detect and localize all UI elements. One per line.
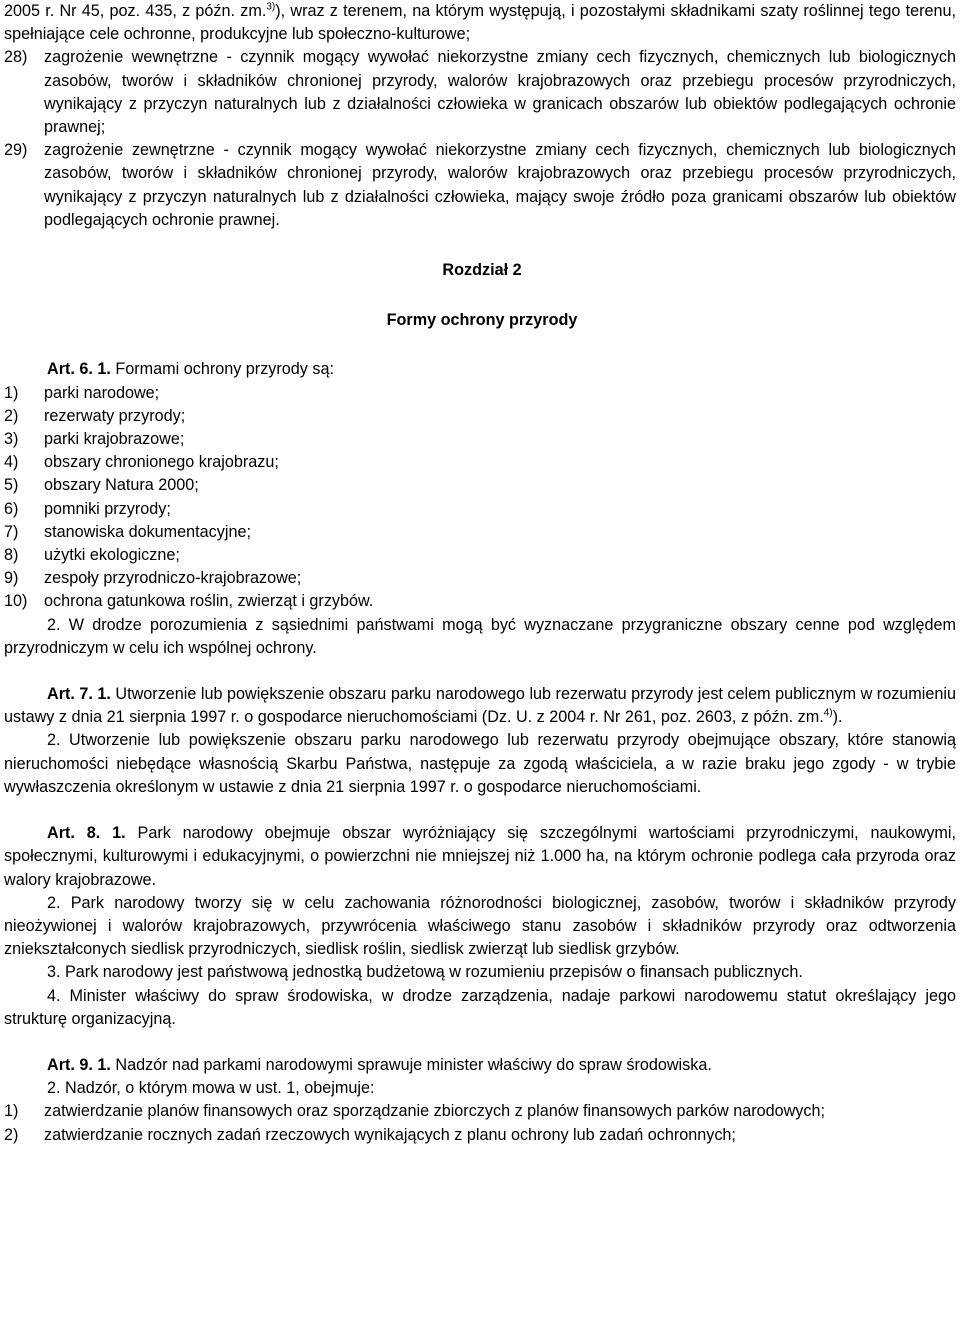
item-text: zespoły przyrodniczo-krajobrazowe; [44, 569, 302, 588]
item-text: stanowiska dokumentacyjne; [44, 522, 251, 541]
footnote-ref: 4) [823, 707, 833, 719]
item-text: zatwierdzanie rocznych zadań rzeczowych wynikających z planu ochrony lub zadań ochronnych; [44, 1125, 736, 1144]
definition-item [4, 46, 956, 139]
item-number: 7) [4, 522, 19, 541]
list-item [4, 382, 956, 405]
article-8-paragraph-2: 2. Park narodowy tworzy się w celu zachowania różnorodności biologicznej, zasobów, tworów i składników przyrody nieożywionej i walorów krajobrazowych, przywrócenia właściwego stanu zasobów i składników przyrody oraz odtworzenia zniekształconych siedlisk przyrodniczych, siedlisk roślin, siedlisk zwierząt lub siedlisk grzybów. [4, 893, 956, 959]
chapter-title: Rozdział 2 [442, 261, 522, 280]
list-item [4, 405, 956, 428]
item-text: obszary Natura 2000; [44, 476, 199, 495]
item-number: 1) [4, 383, 19, 402]
list-item [4, 428, 956, 451]
list-item [4, 544, 956, 567]
article-label: Art. 7. 1. [47, 685, 111, 704]
definition-item [4, 139, 956, 232]
article-8-paragraph-1 [4, 822, 956, 892]
text-run: ), wraz z terenem, na którym występują, i pozostałymi składnikami szaty roślinnej tego terenu, spełniające cele ochronne, produkcyjne lub społeczno-kulturowe; [4, 2, 956, 44]
text-run: Utworzenie lub powiększenie obszaru parku narodowego lub rezerwatu przyrody jest celem publicznym w rozumieniu ustawy z dnia 21 sierpnia 1997 r. o gospodarce nieruchomościami (Dz. U. z 2004 r. Nr 261, poz. 2603, z późn. zm. [4, 685, 956, 727]
article-7-paragraph-1 [4, 683, 956, 729]
item-number: 2) [4, 406, 19, 425]
item-number: 4) [4, 453, 19, 472]
text-run: ). [832, 708, 843, 727]
article-label: Art. 9. 1. [47, 1055, 111, 1074]
article-9-paragraph-1 [4, 1054, 956, 1077]
item-number: 5) [4, 476, 19, 495]
text-run: Park narodowy obejmuje obszar wyróżniający się szczególnymi wartościami przyrodniczymi, naukowymi, społecznymi, kulturowymi i edukacyjnymi, o powierzchni nie mniejszej niż 1.000 ha, na którym ochronie podlega cała przyroda oraz walory krajobrazowe. [4, 824, 957, 889]
item-number: 8) [4, 546, 19, 565]
article-8-paragraph-4: 4. Minister właściwy do spraw środowiska, w drodze zarządzenia, nadaje parkowi narodowemu statut określający jego strukturę organizacyjną. [4, 986, 956, 1028]
list-item [4, 451, 956, 474]
item-text: użytki ekologiczne; [44, 546, 180, 565]
item-number: 3) [4, 430, 19, 449]
list-item [4, 567, 956, 590]
article-6-paragraph-2: 2. W drodze porozumienia z sąsiednimi państwami mogą być wyznaczane przygraniczne obszary cenne pod względem przyrodniczym w celu ich wspólnej ochrony. [4, 615, 956, 657]
list-item [4, 1100, 956, 1123]
text-run: Nadzór nad parkami narodowymi sprawuje minister właściwy do spraw środowiska. [110, 1055, 712, 1074]
text-run: Formami ochrony przyrody są: [110, 360, 334, 379]
item-text: zagrożenie zewnętrzne - czynnik mogący wywołać niekorzystne zmiany cech fizycznych, chemicznych lub biologicznych zasobów, tworów i składników chronionej przyrody, walorów krajobrazowych oraz przebiegu procesów przyrodniczych, wynikający z przyczyn naturalnych lub z działalności człowieka, mający swoje źródło poza granicami obszarów lub obiektów podlegających ochronie prawnej. [44, 141, 956, 229]
article-label: Art. 6. 1. [47, 360, 111, 379]
item-text: zagrożenie wewnętrzne - czynnik mogący wywołać niekorzystne zmiany cech fizycznych, chemicznych lub biologicznych zasobów, tworów i składników chronionej przyrody, walorów krajobrazowych oraz przebiegu procesów przyrodniczych, wynikający z przyczyn naturalnych lub z działalności człowieka w granicach obszarów lub obiektów podlegających ochronie prawnej; [44, 48, 956, 137]
item-number: 1) [4, 1102, 19, 1121]
footnote-ref: 3) [266, 1, 276, 13]
article-label: Art. 8. 1. [47, 824, 126, 843]
item-number: 29) [4, 141, 28, 160]
supervision-list [4, 1100, 956, 1146]
item-text: ochrona gatunkowa roślin, zwierząt i grzybów. [44, 592, 374, 611]
item-text: parki narodowe; [44, 383, 160, 402]
item-text: parki krajobrazowe; [44, 430, 185, 449]
text-run: 2005 r. Nr 45, poz. 435, z późn. zm. [4, 2, 267, 20]
list-item [4, 474, 956, 497]
item-text: zatwierdzanie planów finansowych oraz sporządzanie zbiorczych z planów finansowych parków narodowych; [44, 1102, 825, 1121]
list-item [4, 498, 956, 521]
article-9-paragraph-2: 2. Nadzór, o którym mowa w ust. 1, obejmuje: [47, 1079, 375, 1098]
item-number: 2) [4, 1125, 19, 1144]
chapter-subtitle: Formy ochrony przyrody [386, 311, 578, 330]
forms-list [4, 382, 956, 614]
item-number: 9) [4, 569, 19, 588]
item-number: 28) [4, 48, 28, 67]
article-6-intro [4, 358, 956, 381]
list-item [4, 590, 956, 613]
list-item [4, 1124, 956, 1147]
continuation-paragraph [4, 0, 956, 46]
article-7-paragraph-2: 2. Utworzenie lub powiększenie obszaru parku narodowego lub rezerwatu przyrody obejmujące obszary, które stanowią nieruchomości niebędące własnością Skarbu Państwa, następuje za zgodą właściciela, a w razie braku jego zgody - w trybie wywłaszczenia określonym w ustawie z dnia 21 sierpnia 1997 r. o gospodarce nieruchomościami. [4, 731, 956, 796]
article-8-paragraph-3: 3. Park narodowy jest państwową jednostką budżetową w rozumieniu przepisów o finansach publicznych. [47, 963, 803, 982]
item-text: obszary chronionego krajobrazu; [44, 453, 279, 472]
item-number: 10) [4, 592, 28, 611]
item-text: rezerwaty przyrody; [44, 406, 186, 425]
list-item [4, 521, 956, 544]
item-text: pomniki przyrody; [44, 499, 171, 518]
item-number: 6) [4, 499, 19, 518]
